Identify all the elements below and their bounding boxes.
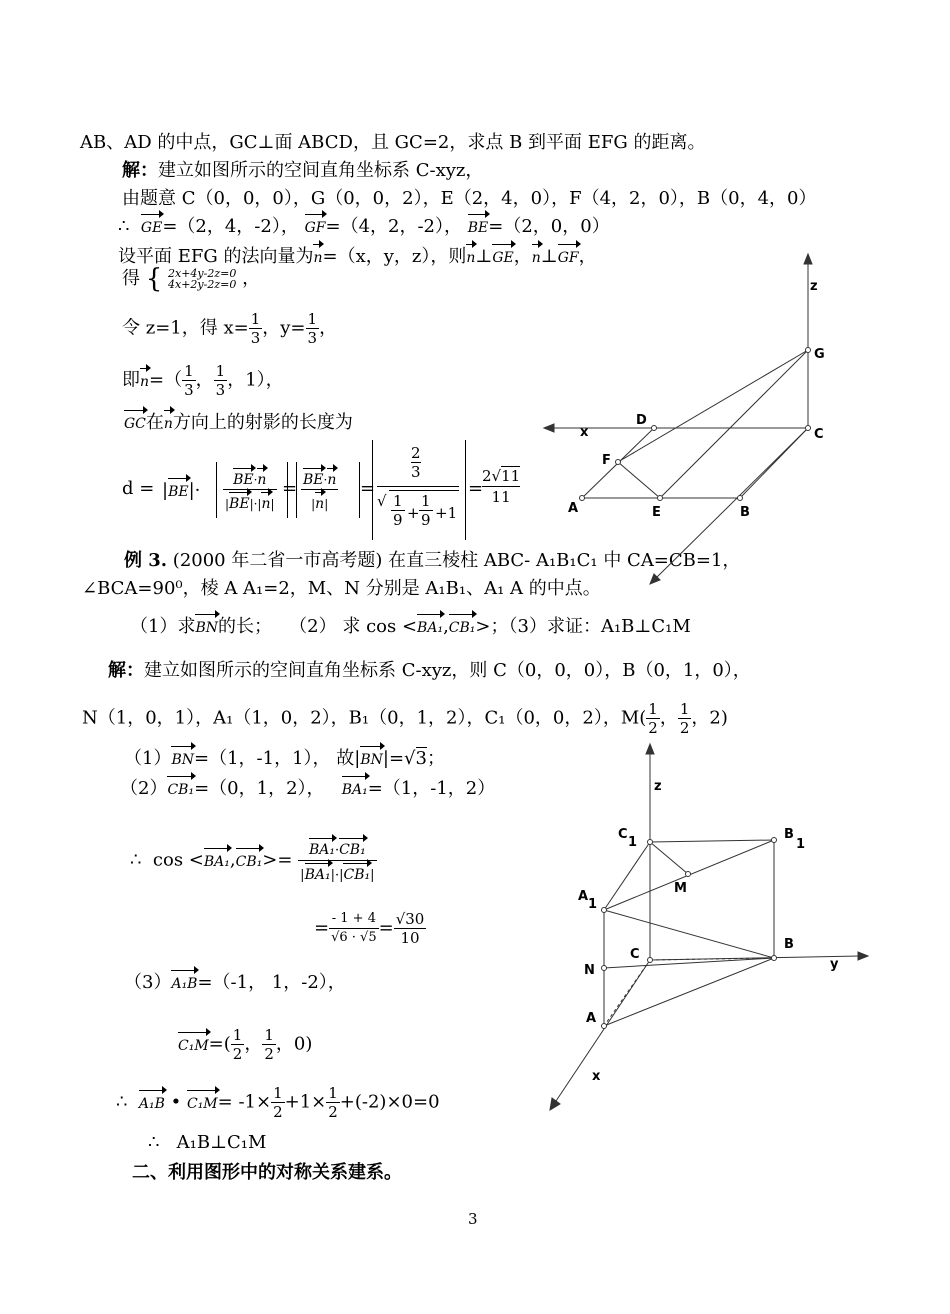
- label-b: B: [784, 937, 794, 952]
- equation-system: 得 { 2x+4y-2z=0 4x+2y-2z=0 ，: [122, 264, 261, 294]
- vec-gf: GF: [305, 212, 326, 239]
- section-heading: 二、利用图形中的对称关系建系。: [132, 1162, 402, 1183]
- normal-result-line: 即n=（ $\frac{1}{3}$ ， $\frac{1}{3}$ ，1），: [122, 362, 284, 399]
- step-label: （1）: [124, 748, 172, 769]
- cos-equals: =: [277, 849, 293, 871]
- step-label: （3）: [124, 972, 172, 993]
- de-text: 得: [122, 268, 140, 289]
- label-z: z: [810, 279, 818, 294]
- proj-text-2: 方向上的射影的长度为: [172, 412, 353, 433]
- vec-gf: GF: [558, 242, 579, 269]
- dot-result: = -1×: [217, 1091, 272, 1113]
- therefore-symbol: ∴: [118, 216, 130, 237]
- gf-value: =（4，2，-2），: [325, 216, 463, 237]
- fraction-1-3: $\frac{1}{3}$: [184, 362, 194, 399]
- solution-1-intro: [122, 160, 483, 182]
- label-sub: 1: [628, 835, 638, 850]
- fraction-1-2: $\frac{1}{2}$: [679, 700, 690, 737]
- label-b1: B: [784, 827, 794, 842]
- fraction-1-2: $\frac{1}{2}$: [648, 700, 658, 737]
- figure-2-diagram: [540, 740, 880, 1120]
- fraction-1-2: $\frac{1}{2}$: [273, 1084, 283, 1121]
- ie-text: 即: [122, 369, 140, 391]
- page-number: 3: [468, 1210, 478, 1228]
- n-result-tail: ，1），: [227, 369, 284, 391]
- vec-ge: GE: [492, 242, 513, 269]
- vec-gc: GC: [124, 408, 146, 435]
- projection-line: [124, 408, 353, 435]
- be-value: =（2，0，0）: [488, 216, 610, 237]
- vec-n: n: [140, 366, 149, 393]
- abs-fraction-2: [296, 462, 360, 518]
- label-f: F: [602, 453, 611, 468]
- label-g: G: [814, 347, 825, 362]
- step-label: （2）: [120, 778, 168, 799]
- vec-cb1: CB₁: [236, 846, 263, 873]
- therefore-symbol: ∴: [116, 1091, 128, 1113]
- ge-value: =（2，4，-2），: [162, 216, 299, 237]
- solution-label: 解：: [108, 660, 144, 681]
- vec-a1b: A₁B: [139, 1088, 165, 1115]
- label-a1: A: [578, 889, 589, 904]
- vec-n: n: [466, 242, 475, 269]
- c1m-value: =(: [208, 1033, 231, 1055]
- let-z-line: 令 z=1，得 x= $\frac{1}{3}$ ，y= $\frac{1}{3}$ ，: [122, 310, 338, 347]
- coords-line-1: 由题意 C（0，0，0），G（0，0，2），E（2，4，0），F（4，2，0），B（0，4，0）: [122, 188, 817, 209]
- solution-text: 建立如图所示的空间直角坐标系 C-xyz，则 C（0，0，0），B（0，1，0），: [144, 660, 751, 681]
- fraction-1-3: $\frac{1}{3}$: [307, 310, 318, 347]
- fraction-1-2: $\frac{1}{2}$: [328, 1084, 338, 1121]
- coords-line-2: N（1，0，1），A₁（1，0，2），B₁（0，1，2），C₁（0，0，2），M( $\frac{1}{2}$ ， $\frac{1}{2}$ ，2): [82, 700, 728, 737]
- abs-fraction-3: 2 3 √ $\frac{1}{9}$ + $\frac{1}{9}$ +1: [372, 440, 466, 540]
- fraction-1-2: $\frac{1}{2}$: [264, 1026, 274, 1063]
- fraction-1-3: $\frac{1}{3}$: [215, 362, 226, 399]
- equation-1: 2x+4y-2z=0: [168, 267, 237, 280]
- normal-value: =（x，y，z），则: [322, 246, 467, 267]
- label-x: x: [580, 425, 589, 440]
- vec-a1b: A₁B: [171, 968, 197, 995]
- label-y: y: [830, 957, 839, 972]
- vec-bn: BN: [195, 612, 218, 639]
- vec-be: BE: [168, 476, 189, 503]
- label-sub: 1: [588, 897, 598, 912]
- left-brace: {: [145, 264, 163, 294]
- step-value-2: =（1，-1，2）: [367, 778, 496, 799]
- fraction-1-2: $\frac{1}{2}$: [232, 1026, 243, 1063]
- step-value-1: =（-1， 1，-2），: [197, 972, 346, 993]
- step-3-line: [124, 968, 346, 995]
- problem-line: AB、AD 的中点，GC⊥面 ABCD，且 GC=2，求点 B 到平面 EFG 的距离。: [80, 132, 706, 153]
- vec-bn: BN: [171, 744, 194, 771]
- step-1-line: （1）BN=（1，-1，1）， 故|BN|=√3；: [124, 744, 445, 771]
- dot-tail: +(-2)×0=0: [339, 1091, 440, 1113]
- frac-be-n: $\frac{BE\cdot n}{|BE|\cdot|n|}$: [223, 466, 277, 513]
- abs-fraction-1: [216, 462, 288, 518]
- fraction-1-3: $\frac{1}{3}$: [250, 310, 261, 347]
- vec-c1m: C₁M: [187, 1088, 218, 1115]
- label-c: C: [814, 427, 824, 442]
- label-e: E: [652, 505, 661, 520]
- vec-cb1: CB₁: [167, 774, 194, 801]
- solution-label: 解：: [122, 160, 158, 181]
- vec-ba1: BA₁: [342, 774, 368, 801]
- vec-bn: BN: [360, 744, 383, 771]
- let-text: 令 z=1，得 x=: [122, 317, 249, 339]
- label-a: A: [586, 1011, 597, 1026]
- example-text: (2000 年二省一市高考题) 在直三棱柱 ABC- A₁B₁C₁ 中 CA=CB=1，: [172, 550, 741, 571]
- coords-text: N（1，0，1），A₁（1，0，2），B₁（0，1，2），C₁（0，0，2），M(: [82, 707, 647, 729]
- label-z: z: [654, 779, 662, 794]
- label-c: C: [630, 947, 640, 962]
- cos-value-fraction: $\frac{- 1 + 4}{√6 \cdot √5}$: [331, 911, 377, 945]
- label-sub: 1: [796, 837, 806, 852]
- cos-fraction: $\frac{\text{BA₁·CB₁}}{\text{|BA₁|·|CB₁|}}$: [298, 836, 376, 885]
- vec-ba1: BA₁: [204, 846, 230, 873]
- label-n: N: [584, 963, 595, 978]
- question-3: ；（3）求证：A₁B⊥C₁M: [490, 616, 691, 637]
- vec-n: n: [532, 242, 541, 269]
- label-a: A: [568, 501, 579, 516]
- example-3-line-2: ∠BCA=90⁰，棱 A A₁=2，M、N 分别是 A₁B₁、A₁ A 的中点。: [82, 578, 601, 599]
- label-d: D: [636, 413, 647, 428]
- therefore-symbol: ∴: [148, 1132, 160, 1153]
- normal-vector-line: 设平面 EFG 的法向量为n=（x，y，z），则n⊥GE，n⊥GF，: [118, 242, 597, 269]
- vec-ge: GE: [141, 212, 162, 239]
- label-x: x: [592, 1069, 601, 1084]
- d-label: d =: [122, 478, 155, 499]
- label-b: B: [740, 505, 750, 520]
- dot-product-line: ∴ A₁B • C₁M= -1× $\frac{1}{2}$ +1× $\frac{1}{2}$ +(-2)×0=0: [116, 1084, 440, 1121]
- c1m-tail: ，0): [275, 1033, 313, 1055]
- root-3: 3: [415, 748, 427, 769]
- dot-mid: +1×: [284, 1091, 327, 1113]
- y-equals: ，y=: [262, 317, 306, 339]
- coords-tail: ，2): [691, 707, 728, 729]
- vec-ba1: BA₁: [417, 612, 443, 639]
- vec-n: n: [313, 242, 322, 269]
- label-c1: C: [618, 827, 628, 842]
- step-2-line: [120, 774, 495, 801]
- figure-1-diagram: [540, 250, 840, 590]
- step-value: =（1，-1，1）， 故: [194, 748, 355, 769]
- vec-be: BE: [468, 212, 489, 239]
- frac-be-n-2: $\frac{BE\cdot n}{|n|}$: [301, 466, 338, 513]
- conclusion-text: A₁B⊥C₁M: [176, 1132, 267, 1153]
- label-m: M: [674, 881, 687, 896]
- question-1-tail: 的长；: [218, 616, 272, 637]
- vec-n: n: [164, 408, 173, 435]
- vec-cb1: CB₁: [449, 612, 476, 639]
- conclusion-line: [148, 1132, 266, 1154]
- cos-label: cos: [152, 849, 184, 871]
- c1m-line: C₁M=( $\frac{1}{2}$ ， $\frac{1}{2}$ ，0): [178, 1026, 313, 1063]
- normal-text: 设平面 EFG 的法向量为: [118, 246, 314, 267]
- solution-2-intro: [108, 660, 751, 682]
- therefore-symbol: ∴: [130, 849, 142, 871]
- result-2-sqrt11-over-11: 2√11 11: [482, 467, 521, 506]
- proj-text: 在: [145, 412, 164, 433]
- vector-values-line: [118, 212, 610, 239]
- solution-text: 建立如图所示的空间直角坐标系 C-xyz，: [158, 160, 484, 181]
- abs-be: |BE|·: [162, 476, 200, 503]
- vec-c1m: C₁M: [178, 1030, 209, 1057]
- questions-line: （1）求BN的长； （2） 求 cos <BA₁,CB₁>；（3）求证：A₁B⊥C₁M: [130, 612, 691, 639]
- question-2: （2） 求 cos: [289, 616, 397, 637]
- question-1: （1）求: [130, 616, 196, 637]
- result-fraction: $\frac{√30}{10}$: [395, 910, 425, 947]
- cos-calculation: ∴ cos <BA₁,CB₁>= $\frac{\text{BA₁·CB₁}}{\text{|BA₁|·|CB₁|}}$: [130, 836, 377, 896]
- step-value-1: =（0，1，2），: [194, 778, 325, 799]
- example-label: 例 3.: [124, 550, 168, 571]
- equation-2: 4x+2y-2z=0: [168, 278, 237, 291]
- cos-value-line: = $\frac{- 1 + 4}{√6 \cdot √5}$ = $\frac{√30}{10}$: [314, 910, 425, 947]
